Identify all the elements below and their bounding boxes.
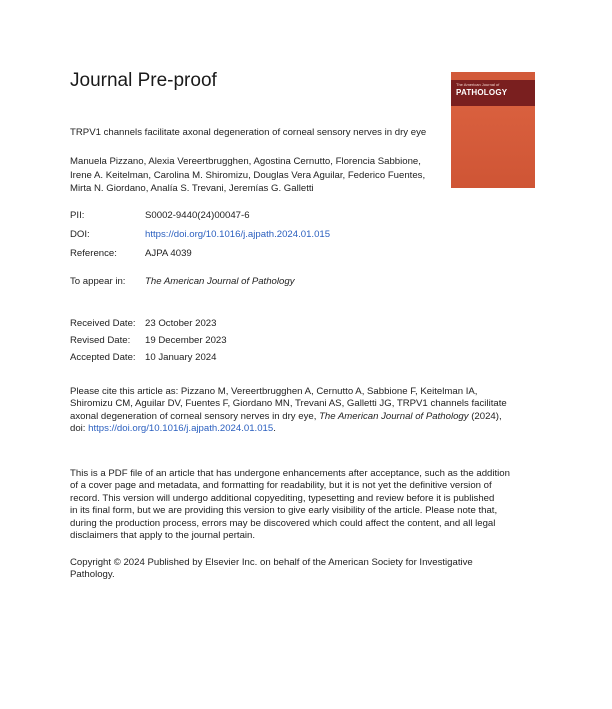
copyright-paragraph: [70, 557, 540, 582]
appear-journal: The American Journal of Pathology: [145, 276, 295, 287]
pii-value: S0002-9440(24)00047-6: [145, 210, 250, 221]
page-heading: Journal Pre-proof: [70, 70, 217, 91]
citation-line: Please cite this article as: Pizzano M, Vereertbrugghen A, Cernutto A, Sabbione F, Keitelman IA,: [70, 386, 478, 397]
citation-doi-link[interactable]: https://doi.org/10.1016/j.ajpath.2024.01.015: [88, 423, 274, 435]
notice-line: during the production process, errors may be discovered which could affect the content, and all legal: [70, 517, 496, 529]
cover-title: PATHOLOGY: [456, 88, 508, 97]
notice-line: of a cover page and metadata, and formatting for readability, but it is not yet the definitive version of: [70, 480, 492, 492]
citation-line: [70, 423, 540, 435]
notice-line: disclaimers that apply to the journal pertain.: [70, 530, 256, 542]
author-line: Irene A. Keitelman, Carolina M. Shiromizu, Douglas Vera Aguilar, Federico Fuentes,: [70, 169, 426, 181]
citation-line: Shiromizu CM, Aguilar DV, Fuentes F, Giordano MN, Trevani AS, Galletti JG, TRPV1 channels facilitate: [70, 398, 507, 410]
revised-value: 19 December 2023: [145, 335, 227, 346]
author-line: Mirta N. Giordano, Analía S. Trevani, Jeremías G. Galletti: [70, 183, 314, 194]
doi-link[interactable]: https://doi.org/10.1016/j.ajpath.2024.01.015: [145, 229, 331, 240]
appear-label: To appear in:: [70, 276, 126, 287]
citation-journal: The American Journal of Pathology: [319, 410, 469, 422]
article-title: TRPV1 channels facilitate axonal degeneration of corneal sensory nerves in dry eye: [70, 127, 427, 138]
citation-text: (2024),: [468, 410, 502, 422]
accepted-value: 10 January 2024: [145, 352, 217, 363]
copyright-line: Pathology.: [70, 569, 115, 581]
cover-pre-title: The American Journal of: [456, 82, 500, 87]
copyright-line: Copyright © 2024 Published by Elsevier Inc. on behalf of the American Society for Investigative: [70, 557, 473, 568]
reference-label: Reference:: [70, 248, 117, 259]
author-list: [70, 155, 550, 196]
citation-text: doi:: [70, 423, 89, 435]
author-line: Manuela Pizzano, Alexia Vereertbrugghen, Agostina Cernutto, Florencia Sabbione,: [70, 156, 421, 167]
notice-paragraph: [70, 468, 540, 542]
accepted-label: Accepted Date:: [70, 352, 136, 363]
notice-line: in its final form, but we are providing this version to give early visibility of the article. Please note that,: [70, 505, 498, 517]
citation-text: .: [273, 423, 276, 435]
received-value: 23 October 2023: [145, 318, 217, 329]
notice-line: record. This version will undergo additional copyediting, typesetting and review before it is published: [70, 492, 495, 504]
pii-label: PII:: [70, 210, 85, 221]
doi-label: DOI:: [70, 229, 90, 240]
reference-value: AJPA 4039: [145, 248, 192, 259]
citation-paragraph: [70, 386, 540, 436]
revised-label: Revised Date:: [70, 335, 131, 346]
received-label: Received Date:: [70, 318, 136, 329]
notice-line: This is a PDF file of an article that has undergone enhancements after acceptance, such as the addition: [70, 468, 510, 479]
citation-line: [70, 411, 540, 423]
citation-text: axonal degeneration of corneal sensory nerves in dry eye,: [70, 410, 320, 422]
